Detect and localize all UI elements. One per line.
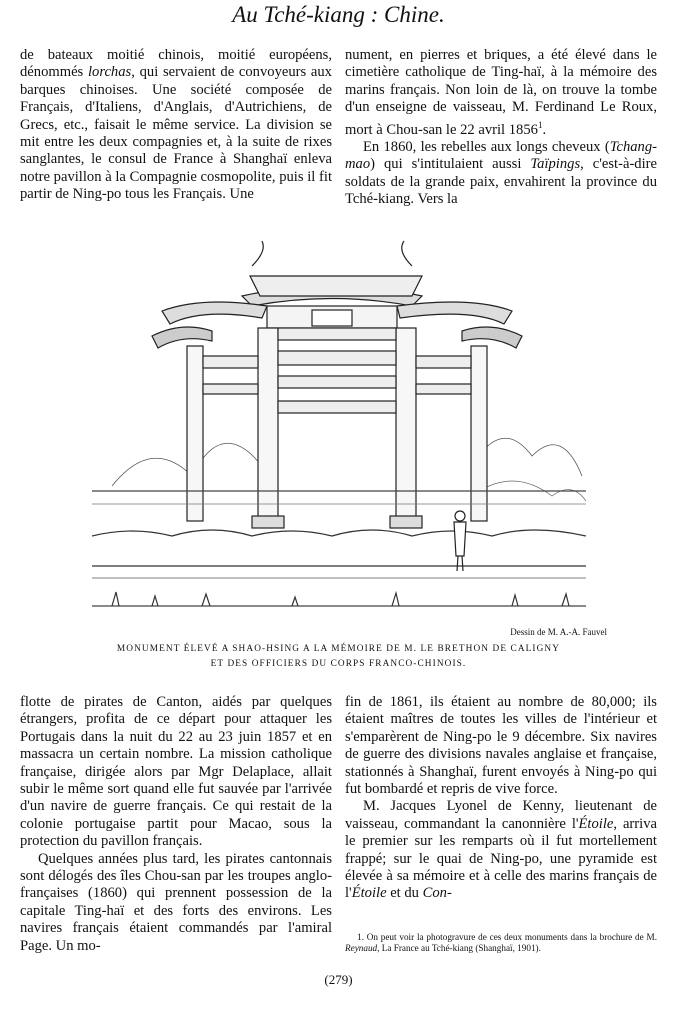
- page-number: (279): [324, 972, 353, 987]
- paragraph: [345, 139, 657, 209]
- footnote-marker: 1: [537, 119, 543, 130]
- italic-term: Con-: [422, 885, 452, 902]
- text: .: [542, 121, 547, 138]
- text: nument, en pierres et briques, a été élevé dans le cimetière catholique de Ting-haï, à la mémoire des marins français. Non loin de là, on trouve la tombe d'un enseigne de vaisseau, M. Ferdinand Le Roux, mort à Chou-san le 22 avril 1856: [345, 47, 657, 138]
- text: , qui servaient de convoyeurs aux barques chinoises. Une société composée de Français, d'Italiens, d'Anglais, d'Autrichiens, de Grecs, etc., faisait le même service. La division se mit entre les deux compagnies et, à la suite de rixes sanglantes, le consul de France à Shanghaï enleva notre pavillon à la Compagnie cosmopolite, puis il fit partir de Ning-po tous les Français. Une: [20, 64, 332, 203]
- italic-term: Tchang-mao: [345, 138, 657, 173]
- text: , La France au Tché-kiang (Shanghaï, 1901).: [377, 943, 541, 953]
- column-top-right: [345, 47, 657, 209]
- paragraph: Quelques années plus tard, les pirates cantonnais sont délogés des îles Chou-san par les troupes anglo-françaises (1860) qui prennent possession de la capitale Ting-haï et des forts des environs. Les navires français étaient commandés par l'amiral Page. Un mo-: [20, 850, 332, 954]
- running-header: Au Tché-kiang : Chine.: [232, 2, 445, 27]
- italic-term: lorchas: [87, 64, 132, 81]
- text: , arriva le premier sur les remparts où il fut mortellement frappé; sur le quai de Ning-po, une pyramide est élevée à sa mémoire et à celle des marins français de l': [345, 815, 657, 902]
- paragraph: [345, 798, 657, 902]
- text: et du: [386, 885, 423, 902]
- text: de bateaux moitié chinois, moitié européens, dénommés: [20, 47, 332, 81]
- figure-caption: [0, 642, 677, 672]
- italic-term: Taïpings: [530, 156, 581, 173]
- caption-line: ET DES OFFICIERS DU CORPS FRANCO-CHINOIS.: [210, 659, 467, 669]
- column-bottom-right: [345, 694, 657, 903]
- text: M. Jacques Lyonel de Kenny, lieutenant de vaisseau, commandant la canonnière l': [345, 798, 657, 832]
- caption-line: MONUMENT ÉLEVÉ A SHAO-HSING A LA MÉMOIRE DE M. LE BRETHON DE CALIGNY: [116, 644, 561, 654]
- italic-term: Étoile: [351, 885, 387, 902]
- column-bottom-left: [20, 694, 332, 955]
- footnote: [345, 932, 657, 954]
- text: 1. On peut voir la photogravure de ces deux monuments dans la brochure de M.: [357, 932, 657, 942]
- paragraph: flotte de pirates de Canton, aidés par quelques étrangers, profita de ce départ pour attaquer les Portugais dans la nuit du 22 au 23 juin 1857 et en massacra un certain nombre. La mission catholique française, dirigée alors par Mgr Delaplace, allait subir le même sort quand elle fut sauvée par l'arrivée d'un navire de guerre français. Ce qui restait de la colonie portugaise partit pour Macao, sous la protection du pavillon français.: [20, 694, 332, 850]
- monument-illustration: [92, 236, 586, 636]
- column-top-left: [20, 47, 332, 204]
- paragraph: [345, 47, 657, 139]
- text: , c'est-à-dire soldats de la grande paix, envahirent la province du Tché-kiang. Vers la: [345, 156, 657, 208]
- paragraph: [20, 47, 332, 204]
- italic-term: Étoile: [578, 815, 614, 832]
- text: En 1860, les rebelles aux longs cheveux (: [363, 138, 610, 155]
- paragraph: fin de 1861, ils étaient au nombre de 80,000; ils étaient maîtres de toutes les villes de l'intérieur et s'emparèrent de Ning-po le 9 décembre. Six navires de guerre des divisions navales anglaise et française, stationnés à Shanghaï, furent envoyés à Ning-po qui fut bombardé et repris de vive force.: [345, 694, 657, 798]
- italic-term: Reynaud: [345, 943, 378, 953]
- illustration-credit: Dessin de M. A.-A. Fauvel: [510, 627, 607, 637]
- text: ) qui s'intitulaient aussi: [370, 156, 531, 173]
